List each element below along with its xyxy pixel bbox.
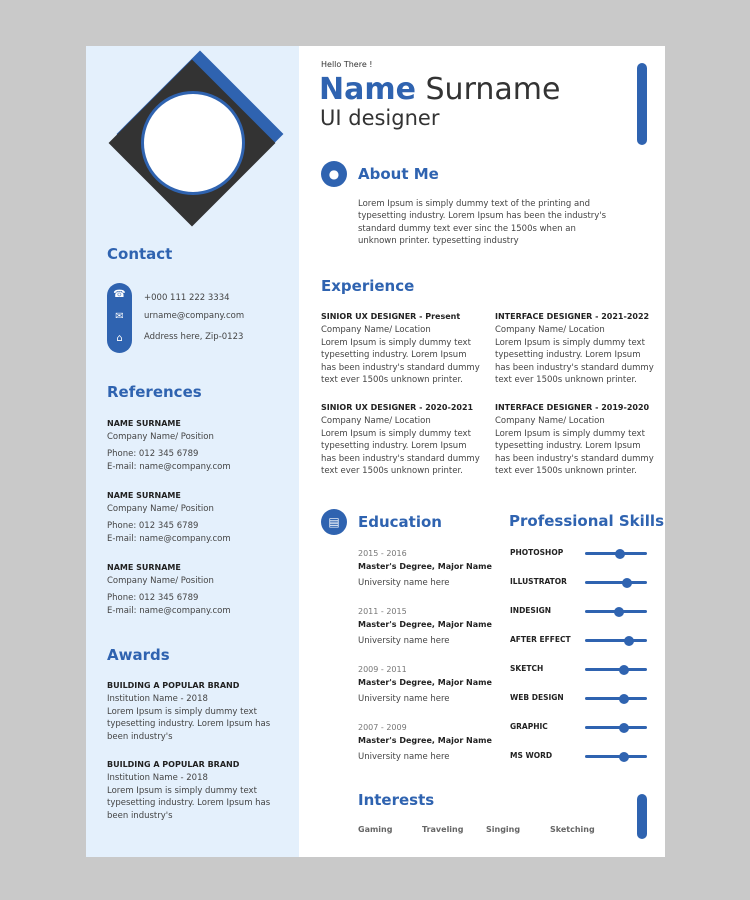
reference-phone: Phone: 012 345 6789 — [107, 593, 199, 603]
reference-email: E-mail: name@company.com — [107, 534, 231, 544]
skill-row — [510, 575, 670, 589]
skill-slider — [585, 726, 647, 729]
skill-row — [510, 604, 670, 618]
education-heading: Education — [358, 513, 442, 531]
experience-title: INTERFACE DESIGNER - 2021-2022 — [495, 312, 650, 321]
skill-name: GRAPHIC — [510, 722, 548, 731]
skill-slider — [585, 581, 647, 584]
job-title: UI designer — [320, 106, 440, 130]
skill-row — [510, 546, 670, 560]
award-title: BUILDING A POPULAR BRAND — [107, 681, 240, 690]
accent-bar-bottom — [637, 794, 647, 839]
reference-company: Company Name/ Position — [107, 432, 214, 442]
experience-text: Lorem Ipsum is simply dummy text typesetting industry. Lorem Ipsum has been industry's standard dummy text ever 1500s unknown printer. — [321, 338, 480, 385]
experience-text: Lorem Ipsum is simply dummy text typesetting industry. Lorem Ipsum has been industry's standard dummy text ever 1500s unknown printer. — [495, 338, 654, 385]
about-text: Lorem Ipsum is simply dummy text of the printing and typesetting industry. Lorem Ipsum has been the industry's standard dummy text ever sinc the 1500s when an unknown printer. typesetting industry — [358, 199, 607, 246]
resume-page — [86, 46, 665, 857]
reference-name: NAME SURNAME — [107, 491, 181, 500]
skill-name: PHOTOSHOP — [510, 548, 564, 557]
skill-name: WEB DESIGN — [510, 693, 564, 702]
experience-title: INTERFACE DESIGNER - 2019-2020 — [495, 403, 650, 412]
award-text: Lorem Ipsum is simply dummy text typesetting industry. Lorem Ipsum has been industry's — [107, 707, 271, 742]
award-title: BUILDING A POPULAR BRAND — [107, 760, 240, 769]
skill-name: ILLUSTRATOR — [510, 577, 567, 586]
skill-slider — [585, 639, 647, 642]
skill-slider — [585, 552, 647, 555]
user-icon: ● — [321, 161, 347, 187]
experience-text: Lorem Ipsum is simply dummy text typesetting industry. Lorem Ipsum has been industry's standard dummy text ever 1500s unknown printer. — [495, 429, 654, 476]
skill-row — [510, 720, 670, 734]
awards-heading: Awards — [107, 646, 170, 664]
experience-company: Company Name/ Location — [495, 325, 605, 335]
skill-name: INDESIGN — [510, 606, 552, 615]
last-name: Surname — [425, 72, 561, 107]
skill-row — [510, 691, 670, 705]
education-years: 2015 - 2016 — [358, 549, 407, 558]
home-icon: ⌂ — [116, 333, 123, 344]
reference-name: NAME SURNAME — [107, 563, 181, 572]
greeting: Hello There ! — [321, 60, 373, 69]
education-degree: Master's Degree, Major Name — [358, 620, 492, 629]
skill-knob — [619, 665, 629, 675]
skill-name: SKETCH — [510, 664, 544, 673]
reference-phone: Phone: 012 345 6789 — [107, 521, 199, 531]
interest-item: Gaming — [358, 825, 393, 834]
phone-icon: ☎ — [113, 289, 126, 300]
skill-knob — [619, 752, 629, 762]
education-school: University name here — [358, 578, 450, 588]
interest-item: Singing — [486, 825, 521, 834]
skill-row — [510, 662, 670, 676]
education-years: 2011 - 2015 — [358, 607, 407, 616]
skills-heading: Professional Skills — [509, 512, 664, 530]
education-years: 2009 - 2011 — [358, 665, 407, 674]
references-heading: References — [107, 383, 202, 401]
skill-knob — [615, 549, 625, 559]
education-degree: Master's Degree, Major Name — [358, 678, 492, 687]
education-degree: Master's Degree, Major Name — [358, 562, 492, 571]
skill-knob — [619, 723, 629, 733]
skill-slider — [585, 697, 647, 700]
interests-heading: Interests — [358, 791, 435, 809]
mail-icon: ✉ — [115, 311, 124, 322]
reference-company: Company Name/ Position — [107, 504, 214, 514]
profile-photo — [141, 91, 245, 195]
reference-email: E-mail: name@company.com — [107, 462, 231, 472]
education-years: 2007 - 2009 — [358, 723, 407, 732]
skill-knob — [622, 578, 632, 588]
award-text: Lorem Ipsum is simply dummy text typesetting industry. Lorem Ipsum has been industry's — [107, 786, 271, 821]
education-school: University name here — [358, 694, 450, 704]
contact-heading: Contact — [107, 245, 173, 263]
reference-email: E-mail: name@company.com — [107, 606, 231, 616]
skill-row — [510, 749, 670, 763]
skill-knob — [614, 607, 624, 617]
experience-text: Lorem Ipsum is simply dummy text typesetting industry. Lorem Ipsum has been industry's standard dummy text ever 1500s unknown printer. — [321, 429, 480, 476]
interest-item: Traveling — [422, 825, 464, 834]
full-name — [319, 73, 560, 107]
experience-heading: Experience — [321, 277, 415, 295]
accent-bar-top — [637, 63, 647, 145]
contact-email: urname@company.com — [144, 311, 245, 321]
contact-address: Address here, Zip-0123 — [144, 332, 244, 342]
about-heading: About Me — [358, 165, 439, 183]
book-icon: ▤ — [321, 509, 347, 535]
first-name: Name — [319, 72, 416, 107]
experience-company: Company Name/ Location — [321, 416, 431, 426]
education-school: University name here — [358, 636, 450, 646]
experience-company: Company Name/ Location — [495, 416, 605, 426]
skill-slider — [585, 610, 647, 613]
experience-title: SINIOR UX DESIGNER - Present — [321, 312, 461, 321]
reference-phone: Phone: 012 345 6789 — [107, 449, 199, 459]
skill-knob — [624, 636, 634, 646]
award-institution: Institution Name - 2018 — [107, 694, 208, 704]
contact-phone: +000 111 222 3334 — [144, 293, 230, 303]
education-degree: Master's Degree, Major Name — [358, 736, 492, 745]
sidebar — [86, 46, 299, 857]
education-school: University name here — [358, 752, 450, 762]
experience-title: SINIOR UX DESIGNER - 2020-2021 — [321, 403, 474, 412]
contact-icon-bar — [107, 283, 132, 353]
skill-slider — [585, 755, 647, 758]
reference-company: Company Name/ Position — [107, 576, 214, 586]
skill-name: AFTER EFFECT — [510, 635, 571, 644]
skill-slider — [585, 668, 647, 671]
interest-item: Sketching — [550, 825, 595, 834]
reference-name: NAME SURNAME — [107, 419, 181, 428]
skill-name: MS WORD — [510, 751, 553, 760]
award-institution: Institution Name - 2018 — [107, 773, 208, 783]
skill-row — [510, 633, 670, 647]
skill-knob — [619, 694, 629, 704]
experience-company: Company Name/ Location — [321, 325, 431, 335]
